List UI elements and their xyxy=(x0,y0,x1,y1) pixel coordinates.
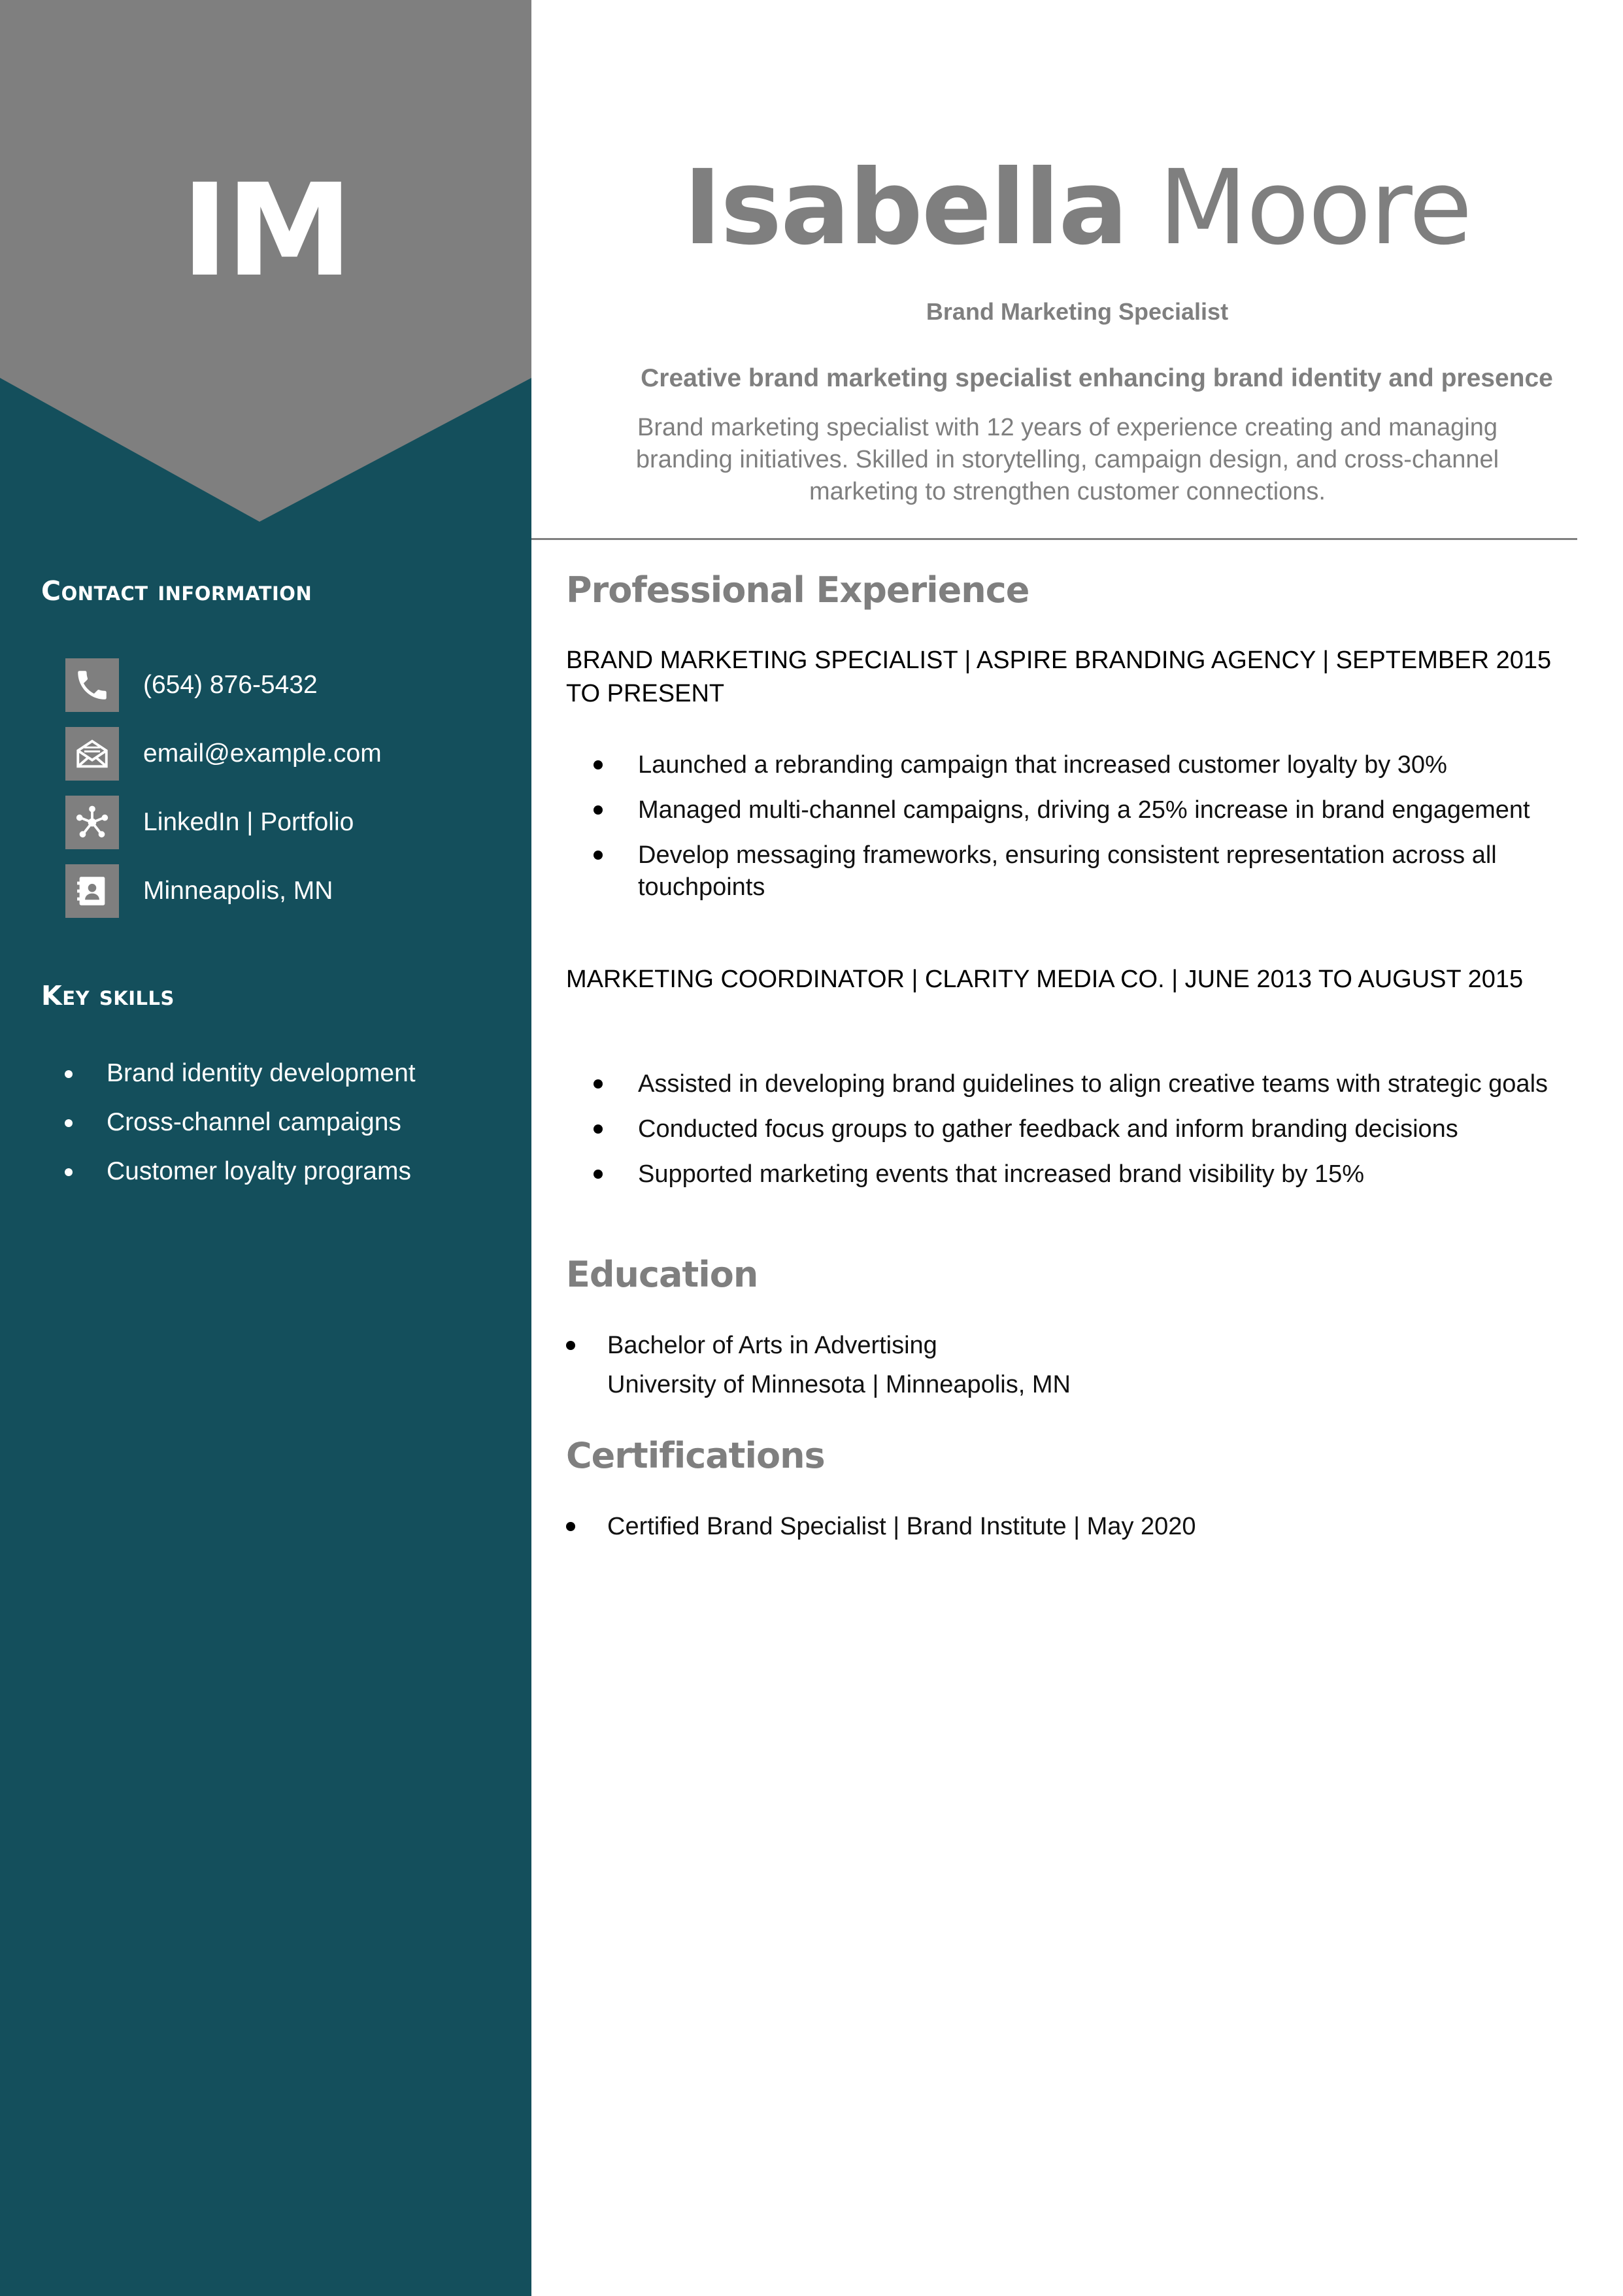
sidebar xyxy=(0,0,531,2296)
skill-item: Brand identity development xyxy=(62,1058,416,1107)
job-bullets xyxy=(566,749,1579,917)
education-heading: Education xyxy=(566,1254,758,1295)
skills-heading: Key skills xyxy=(41,980,175,1011)
job-title-line: BRAND MARKETING SPECIALIST | ASPIRE BRANDING AGENCY | SEPTEMBER 2015 TO PRESENT xyxy=(566,647,1552,707)
monogram: IM xyxy=(181,156,350,305)
skills-list xyxy=(62,1058,416,1205)
contact-location xyxy=(65,864,333,918)
contact-links xyxy=(65,796,354,849)
certifications-list xyxy=(566,1507,1579,1546)
network-icon xyxy=(65,796,119,849)
certifications-heading: Certifications xyxy=(566,1435,825,1476)
contact-phone-text[interactable]: (654) 876-5432 xyxy=(143,671,318,699)
contact-email xyxy=(65,727,382,781)
job-bullet: Develop messaging frameworks, ensuring consistent representation across all touchpoints xyxy=(566,839,1579,903)
job-bullet: Assisted in developing brand guidelines to align creative teams with strategic goals xyxy=(566,1068,1579,1100)
job-bullet: Conducted focus groups to gather feedback and inform branding decisions xyxy=(566,1113,1579,1145)
full-name xyxy=(531,143,1623,273)
skill-item: Cross-channel campaigns xyxy=(62,1107,416,1156)
envelope-icon xyxy=(65,727,119,781)
contact-heading: Contact information xyxy=(41,575,312,607)
job-bullets xyxy=(566,1068,1579,1204)
experience-heading: Professional Experience xyxy=(566,569,1029,611)
job-bullet: Launched a rebranding campaign that increased customer loyalty by 30% xyxy=(566,749,1579,781)
degree: Bachelor of Arts in Advertising xyxy=(607,1332,937,1359)
skill-item: Customer loyalty programs xyxy=(62,1156,416,1205)
education-item xyxy=(566,1326,1579,1404)
job-title: Brand Marketing Specialist xyxy=(926,298,1229,325)
contact-card-icon xyxy=(65,864,119,918)
job-bullet: Managed multi-channel campaigns, driving a 25% increase in brand engagement xyxy=(566,794,1579,826)
last-name: Moore xyxy=(1158,148,1471,268)
certification-item: Certified Brand Specialist | Brand Institute | May 2020 xyxy=(566,1507,1579,1546)
job-bullet: Supported marketing events that increased brand visibility by 15% xyxy=(566,1158,1579,1190)
contact-phone xyxy=(65,658,318,712)
phone-icon xyxy=(65,658,119,712)
contact-links-text[interactable]: LinkedIn | Portfolio xyxy=(143,808,354,836)
education-list xyxy=(566,1326,1579,1404)
summary: Brand marketing specialist with 12 years of experience creating and managing branding initiatives. Skilled in storytelling, campaign design, and cross-channel marketing to strengthen customer connections. xyxy=(635,414,1499,505)
contact-email-text[interactable]: email@example.com xyxy=(143,739,382,768)
first-name: Isabella xyxy=(683,148,1128,268)
tagline: Creative brand marketing specialist enhancing brand identity and presence xyxy=(641,364,1553,392)
header-divider xyxy=(531,538,1577,540)
school: University of Minnesota | Minneapolis, MN xyxy=(607,1371,1071,1398)
job-title-line: MARKETING COORDINATOR | CLARITY MEDIA CO. | JUNE 2013 TO AUGUST 2015 xyxy=(566,966,1524,993)
contact-location-text: Minneapolis, MN xyxy=(143,877,333,905)
